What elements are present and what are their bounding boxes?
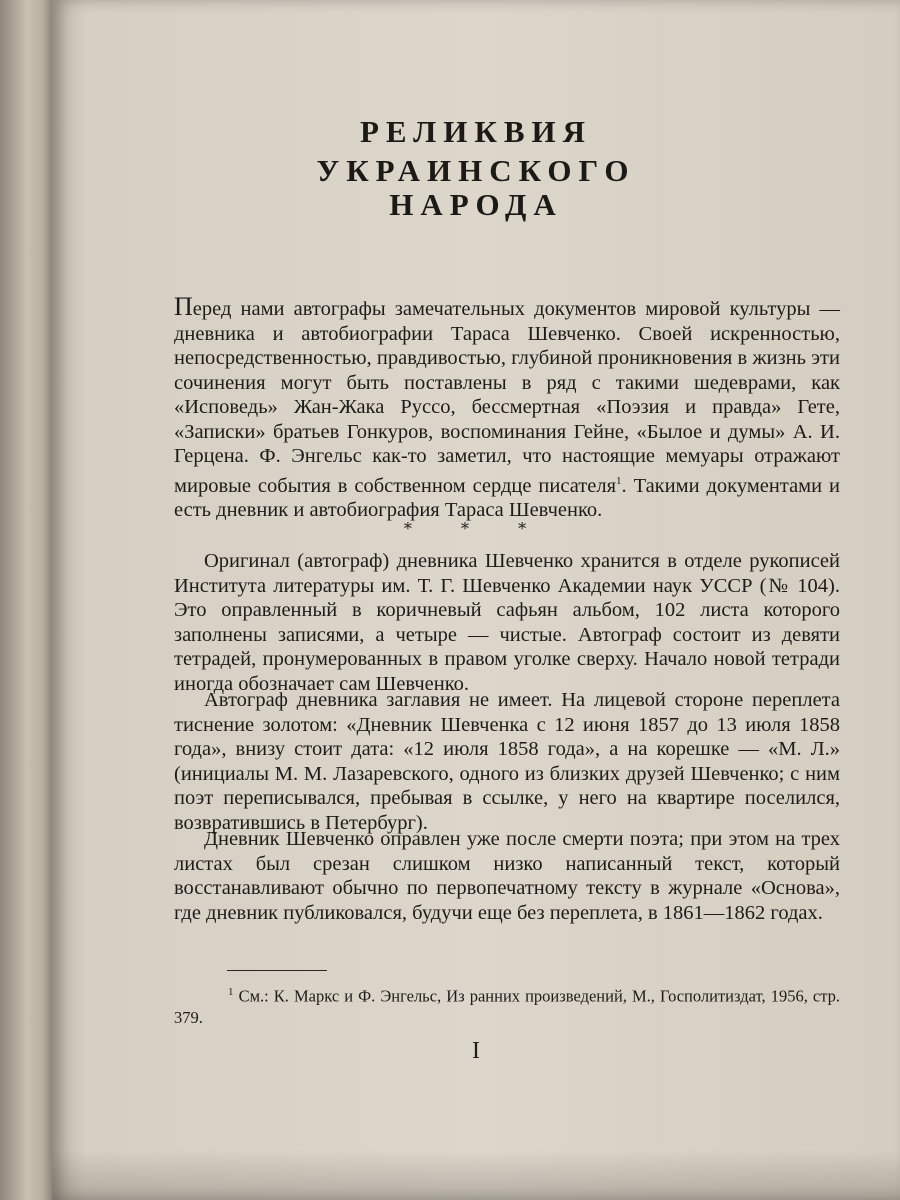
book-page [52, 0, 900, 1200]
paragraph-3: Дневник Шевченко оправлен уже после смерти поэта; при этом на трех листах был срезан слишком низко написанный текст, который восстанавливают обычно по первопечатному тексту в журнале «Основа», где дневник публиковался, будучи еще без переплета, в 1861—1862 годах. [174, 828, 840, 924]
footnote-mark: 1 [228, 986, 234, 998]
intro-paragraph [174, 292, 841, 522]
footnote [174, 982, 840, 1028]
intro-text-after: . Такими документами и есть дневник и автобиография Тараса Шевченко. [174, 474, 841, 521]
paragraph-1: Оригинал (автограф) дневника Шевченко хранится в отделе рукописей Института литературы им. Т. Г. Шевченко Академии наук УССР (№ 104). Это оправленный в коричневый сафьян альбом, 102 листа которого заполнены записями, а четыре — чистые. Автограф состоит из девяти тетрадей, пронумерованных в правом уголке сверху. Начало новой тетради иногда обозначает сам Шевченко. [174, 550, 840, 695]
intro-text: еред нами автографы замечательных документов мировой культуры — дневника и автобиографии Тараса Шевченко. Своей искренностью, непосредственностью, правдивостью, глубиной проникновения в жизнь эти сочинения могут быть поставлены в ряд с такими шедеврами, как «Исповедь» Жан-Жака Руссо, бессмертная «Поэзия и правда» Гете, «Записки» братьев Гонкуров, воспоминания Гейне, «Былое и думы» А. И. Герцена. Ф. Энгельс как-то заметил, что настоящие мемуары отражают мировые события в собственном сердце писателя [174, 298, 840, 497]
paragraph-2: Автограф дневника заглавия не имеет. На лицевой стороне переплета тиснение золотом: «Дневник Шевченка с 12 июня 1857 до 13 июля 1858 года», внизу стоит дата: «12 июля 1858 года», а на корешке — «М. Л.» (инициалы М. М. Лазаревского, одного из близких друзей Шевченко; с ним поэт переписывался, пребывая в ссылке, у него на квартире поселился, возвратившись в Петербург). [174, 689, 840, 834]
title-line-2: УКРАИНСКОГО [316, 153, 636, 188]
title-line-3: НАРОДА [389, 187, 563, 222]
page-number: I [472, 1038, 480, 1064]
intro-dropcap: П [174, 292, 193, 321]
title-line-1: РЕЛИКВИЯ [359, 114, 593, 149]
footnote-text: См.: К. Маркс и Ф. Энгельс, Из ранних произведений, М., Госполитиздат, 1956, стр. 379. [174, 986, 840, 1027]
book-spine [0, 0, 60, 1200]
footnote-reference: 1 [616, 474, 622, 487]
section-separator: * * * [403, 519, 549, 538]
footnote-divider [227, 970, 327, 971]
